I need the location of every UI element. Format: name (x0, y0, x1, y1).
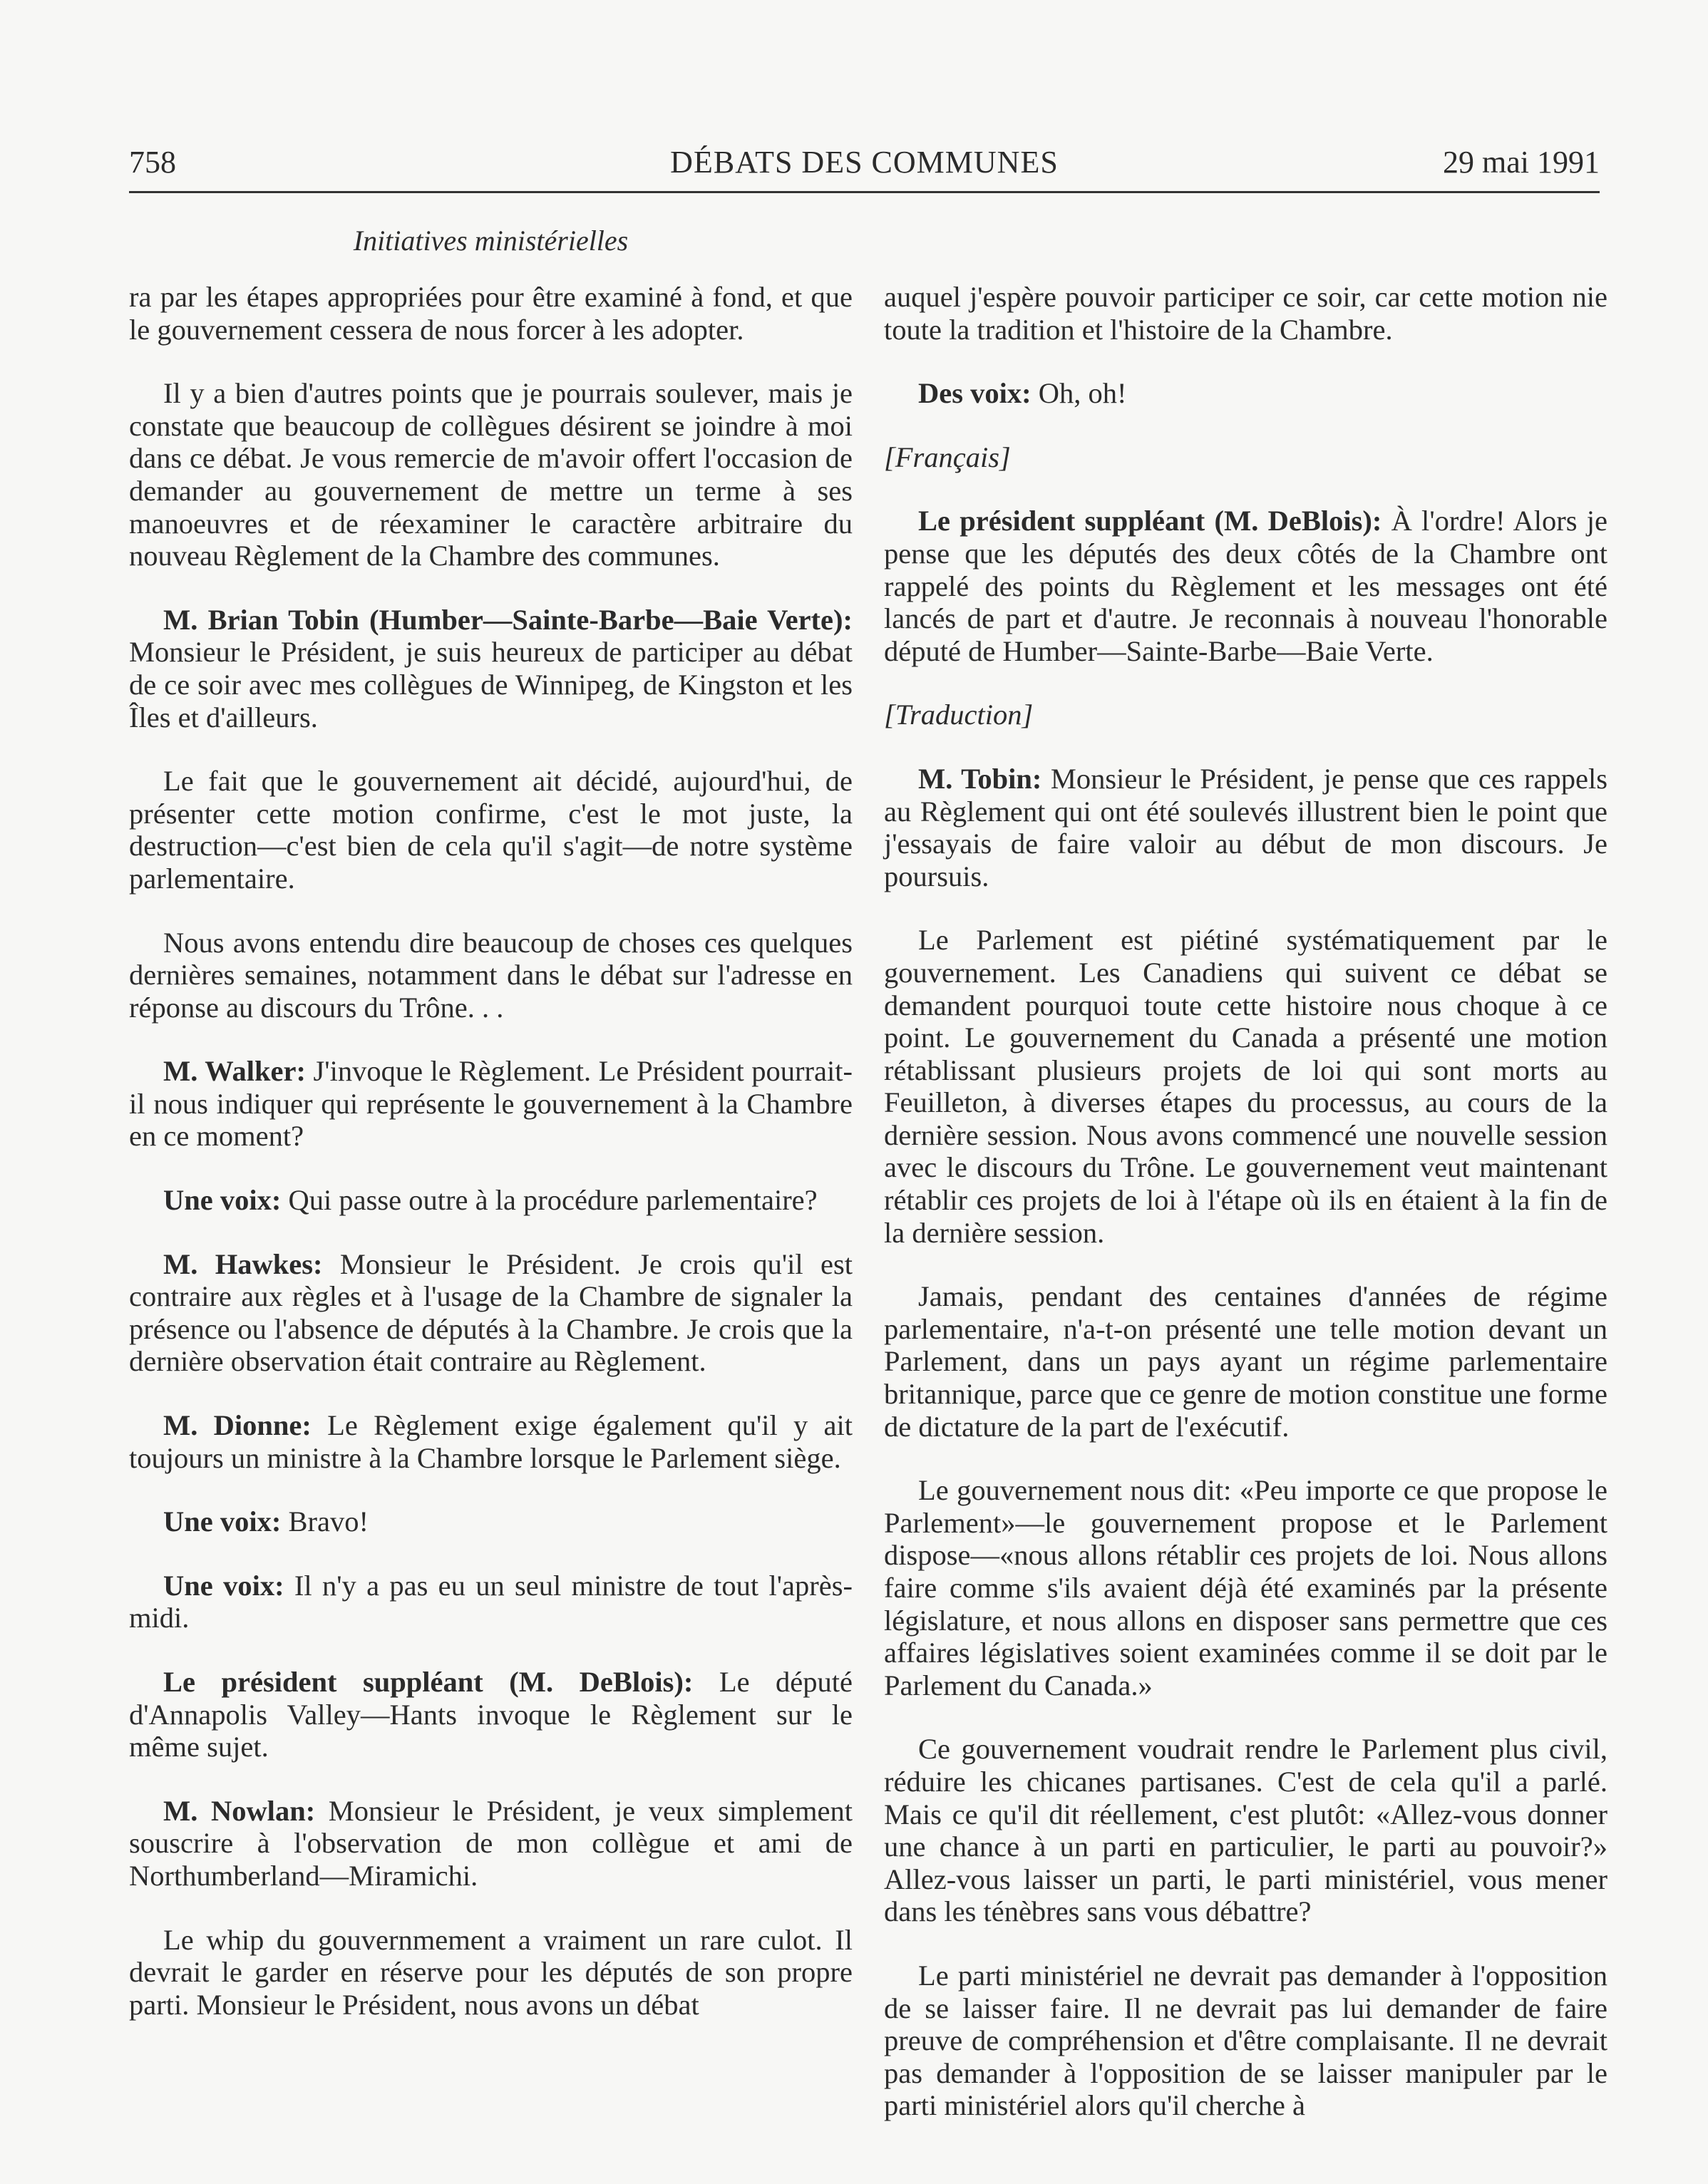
speaker-name: Une voix: (163, 1184, 282, 1217)
paragraph: M. Tobin: Monsieur le Président, je pense que ces rappels au Règlement qui ont été soulevés illustrent bien le point que j'essayais de faire valoir au début de mon discours. Je poursuis. (884, 762, 1608, 892)
publication-date: 29 mai 1991 (1443, 145, 1600, 180)
paragraph: Il y a bien d'autres points que je pourrais soulever, mais je constate que beaucoup de collègues désirent se joindre à moi dans ce débat. Je vous remercie de m'avoir offert l'occasion de demander au gouvernement de mettre un terme à ses manoeuvres et de réexaminer le caractère arbitraire du nouveau Règlement de la Chambre des communes. (129, 377, 853, 572)
speaker-name: M. Tobin: (918, 762, 1042, 795)
paragraph: M. Walker: J'invoque le Règlement. Le Président pourrait-il nous indiquer qui représente le gouvernement à la Chambre en ce moment? (129, 1055, 853, 1153)
paragraph: auquel j'espère pouvoir participer ce soir, car cette motion nie toute la tradition et l'histoire de la Chambre. (884, 281, 1607, 346)
speaker-name: M. Hawkes: (163, 1247, 323, 1280)
paragraph: Des voix: Oh, oh! (918, 377, 1127, 410)
paragraph: Le fait que le gouvernement ait décidé, aujourd'hui, de présenter cette motion confirme, c'est le mot juste, la destruction—c'est bien de cela qu'il s'agit—de notre système parlementaire. (129, 765, 853, 895)
paragraph: Une voix: Il n'y a pas eu un seul ministre de tout l'après-midi. (129, 1569, 853, 1634)
paragraph: M. Hawkes: Monsieur le Président. Je crois qu'il est contraire aux règles et à l'usage de la Chambre de signaler la présence ou l'absence de députés à la Chambre. Je crois que la dernière observation était contraire au Règlement. (129, 1247, 853, 1378)
paragraph: M. Brian Tobin (Humber—Sainte-Barbe—Baie Verte): Monsieur le Président, je suis heureux de participer au débat de ce soir avec mes collègues de Winnipeg, de Kingston et les Îles et d'ailleurs. (129, 603, 853, 733)
paragraph: ra par les étapes appropriées pour être examiné à fond, et que le gouvernement cessera de nous forcer à les adopter. (129, 281, 853, 346)
speaker-name: M. Nowlan: (163, 1794, 316, 1827)
paragraph: Nous avons entendu dire beaucoup de choses ces quelques dernières semaines, notamment dans le débat sur l'adresse en réponse au discours du Trône. . . (129, 926, 853, 1024)
paragraph: Jamais, pendant des centaines d'années de régime parlementaire, n'a-t-on présenté une telle motion devant un Parlement, dans un pays ayant un régime parlementaire britannique, parce que ce genre de motion constitue une forme de dictature de la part de l'exécutif. (884, 1280, 1607, 1443)
speaker-name: M. Walker: (163, 1055, 306, 1088)
paragraph: Le parti ministériel ne devrait pas demander à l'opposition de se laisser faire. Il ne devrait pas lui demander de faire preuve de compréhension et d'être complaisante. Il ne devrait pas demander à l'opposition de se laisser manipuler par le parti ministériel alors qu'il cherche à (884, 1959, 1607, 2122)
right-column (884, 281, 1607, 2153)
speaker-name: Le président suppléant (M. DeBlois): (918, 505, 1382, 537)
publication-title: DÉBATS DES COMMUNES (670, 145, 1059, 180)
paragraph: Ce gouvernement voudrait rendre le Parlement plus civil, réduire les chicanes partisanes. C'est de cela qu'il a parlé. Mais ce qu'il dit réellement, c'est plutôt: «Allez-vous donner une chance à un parti en particulier, le parti au pouvoir?» Allez-vous laisser un parti, le parti ministériel, vous mener dans les ténèbres sans vous débattre? (884, 1733, 1607, 1928)
page-number: 758 (129, 145, 176, 180)
speaker-name: Une voix: (163, 1505, 282, 1538)
page-header (129, 141, 1600, 193)
paragraph: Le whip du gouvernmement a vraiment un rare culot. Il devrait le garder en réserve pour les députés de son propre parti. Monsieur le Président, nous avons un débat (129, 1923, 853, 2021)
section-title: Initiatives ministérielles (353, 225, 629, 257)
paragraph: Le président suppléant (M. DeBlois): À l'ordre! Alors je pense que les députés des deux côtés de la Chambre ont rappelé des points du Règlement et les messages ont été lancés de part et d'autre. Je reconnais à nouveau l'honorable député de Humber—Sainte-Barbe—Baie Verte. (884, 505, 1608, 667)
paragraph: Le président suppléant (M. DeBlois): Le député d'Annapolis Valley—Hants invoque le Règlement sur le même sujet. (129, 1666, 853, 1763)
speaker-name: M. Brian Tobin (Humber—Sainte-Barbe—Baie Verte): (163, 603, 853, 636)
left-column (129, 281, 853, 2052)
paragraph: Une voix: Bravo! (163, 1505, 369, 1538)
speaker-name: Le président suppléant (M. DeBlois): (163, 1666, 694, 1698)
language-marker: [Français] (884, 441, 1011, 473)
paragraph: Le Parlement est piétiné systématiquement par le gouvernement. Les Canadiens qui suivent ce débat se demandent pourquoi toute cette histoire nous choque à ce point. Le gouvernement du Canada a présenté une motion rétablissant plusieurs projets de loi qui sont morts au Feuilleton, à diverses étapes du processus, au cours de la dernière session. Nous avons commencé une nouvelle session avec le discours du Trône. Le gouvernement veut maintenant rétablir ces projets de loi à l'étape où ils en étaient à la fin de la dernière session. (884, 924, 1607, 1249)
speaker-name: M. Dionne: (163, 1409, 312, 1442)
language-marker: [Traduction] (884, 699, 1034, 731)
speaker-name: Des voix: (918, 377, 1032, 410)
paragraph: M. Nowlan: Monsieur le Président, je veux simplement souscrire à l'observation de mon collègue et ami de Northumberland—Miramichi. (129, 1794, 853, 1892)
paragraph: Une voix: Qui passe outre à la procédure parlementaire? (163, 1184, 818, 1217)
paragraph: Le gouvernement nous dit: «Peu importe ce que propose le Parlement»—le gouvernement propose et le Parlement dispose—«nous allons rétablir ces projets de loi. Nous allons faire comme s'ils avaient déjà été examinés par la présente législature, et nous allons en disposer sans permettre que ces affaires législatives soient examinées comme il se doit par le Parlement du Canada.» (884, 1474, 1607, 1701)
paragraph: M. Dionne: Le Règlement exige également qu'il y ait toujours un ministre à la Chambre lorsque le Parlement siège. (129, 1409, 853, 1474)
speaker-name: Une voix: (163, 1569, 284, 1602)
